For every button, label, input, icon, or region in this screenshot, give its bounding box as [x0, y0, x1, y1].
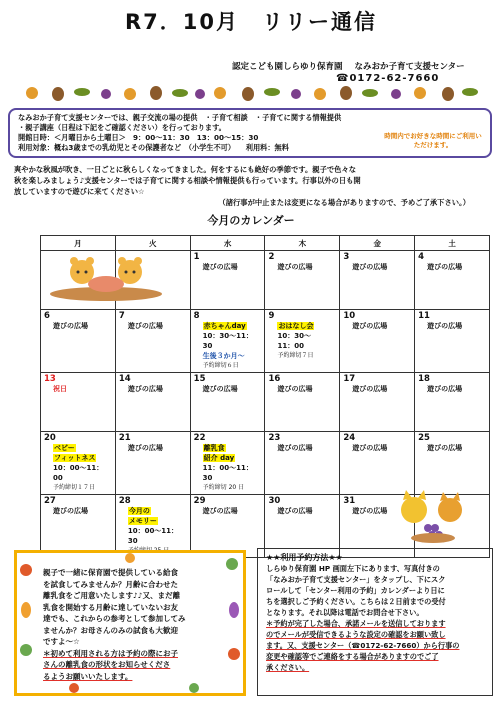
calendar-title: 今月のカレンダー — [207, 214, 295, 227]
day-number: 28 — [118, 496, 131, 506]
day-event-text: 祝日 — [53, 385, 67, 393]
weaning-food-note-line: さんの離乳食の形状をお知らせくださ — [43, 660, 171, 669]
info-line-1: なみおか子育て支援センターでは、親子交流の場の提供 ・子育て相談 ・子育てに関する情報提供 — [18, 113, 342, 122]
day-number: 14 — [118, 374, 131, 384]
weaning-food-line: 離乳食をご用意いたします♪♪又、まだ離 — [43, 591, 181, 600]
day-event-text: 10：00～11：00 — [53, 464, 104, 482]
info-line-2: ・親子講座（日程は下記をご確認ください）を行っております。 — [18, 123, 226, 132]
intro-line-2: 秋を楽しみましょう♪支援センターでは子育てに関する相談や情報提供も行っています。行事以外の日も開 — [14, 176, 361, 185]
info-note: 時間内でお好きな時間にご利用いただけます。 — [384, 132, 482, 149]
day-event-text: 生後３か月～ — [202, 352, 245, 360]
calendar-day-cell — [265, 373, 340, 432]
event-name-highlight: メモリー — [128, 517, 157, 525]
day-number: 25 — [418, 433, 430, 443]
calendar-day-cell — [41, 432, 116, 495]
day-number: 22 — [193, 433, 206, 443]
day-event-text: 遊びの広場 — [352, 322, 388, 330]
day-event-text: 遊びの広場 — [277, 385, 313, 393]
day-number: 17 — [343, 374, 356, 384]
calendar-day-cell — [190, 310, 265, 373]
calendar-day-cell — [190, 495, 265, 558]
event-name-highlight: フィットネス — [54, 454, 96, 462]
weaning-food-line: ですよ～☆ — [43, 637, 80, 646]
intro-text — [14, 164, 490, 208]
calendar-day-cell — [265, 251, 340, 310]
event-name-highlight: ベビー — [54, 444, 75, 452]
event-name-highlight: 赤ちゃんday — [203, 322, 246, 330]
day-number: 20 — [44, 433, 56, 443]
bears-picnic-illustration — [46, 250, 166, 302]
reservation-line: となります。それ以降は電話でお問合せ下さい。 — [266, 608, 424, 617]
day-event-text — [119, 516, 187, 526]
day-number: 1 — [193, 252, 200, 262]
day-number: 16 — [268, 374, 281, 384]
calendar-day-cell — [190, 251, 265, 310]
day-event-text: 遊びの広場 — [427, 385, 463, 393]
day-number: 23 — [268, 433, 281, 443]
day-event-text: 遊びの広場 — [427, 322, 463, 330]
day-event-text: 10：30～11：30 — [202, 332, 253, 350]
day-event-text: 遊びの広場 — [202, 507, 238, 515]
calendar-day-cell — [415, 432, 490, 495]
weaning-food-note-line: ＊初めて利用される方は予約の際にお子 — [43, 648, 178, 658]
phone-number: ☎0172-62-7660 — [336, 73, 440, 84]
weekday-sat: 土 — [415, 236, 490, 251]
day-event-text: 遊びの広場 — [427, 444, 463, 452]
day-event-text: 予約締切１７日 — [53, 484, 96, 491]
reservation-tail-line: 変更や確認等でご連絡をする場合がありますのでご了 — [266, 652, 439, 661]
autumn-decoration-border — [20, 82, 482, 104]
calendar-day-cell — [415, 251, 490, 310]
reservation-tail-line: 承ください。 — [266, 663, 310, 672]
day-event-text: 遊びの広場 — [127, 385, 163, 393]
day-number: 7 — [118, 311, 125, 321]
day-event-text: 遊びの広場 — [277, 263, 313, 271]
reservation-note-line: ＊予約が完了した場合、承諾メールを送信しております — [266, 619, 446, 628]
calendar-day-cell — [41, 310, 116, 373]
calendar-day-cell — [41, 373, 116, 432]
day-event-text — [194, 443, 262, 453]
day-event-text — [119, 506, 187, 516]
calendar-day-cell — [190, 373, 265, 432]
day-event-text: 遊びの広場 — [202, 385, 238, 393]
day-number: 10 — [343, 311, 356, 321]
day-number: 30 — [268, 496, 281, 506]
calendar-day-cell — [115, 432, 190, 495]
calendar-header-row — [41, 236, 490, 251]
intro-line-4: （諸行事が中止または変更になる場合がありますので、予めご了承下さい。） — [218, 198, 470, 207]
intro-line-3: 放していますので遊びに来てください☆ — [14, 187, 145, 196]
day-event-text: 遊びの広場 — [53, 322, 88, 330]
event-name-highlight: 紹介 day — [203, 454, 235, 462]
calendar-day-cell — [265, 432, 340, 495]
day-event-text: 遊びの広場 — [352, 385, 388, 393]
weaning-food-text — [43, 567, 225, 648]
day-event-text: 予約締切７日 — [277, 352, 314, 359]
weaning-food-line: ませんか？お母さんのみの試食も大歓迎 — [43, 625, 178, 635]
calendar-day-cell — [115, 373, 190, 432]
reservation-note-line: ます。又、支援センター（☎0172-62-7660）から行事の — [266, 641, 460, 650]
day-event-text: 11：00～11：30 — [202, 464, 253, 482]
day-number: 15 — [193, 374, 206, 384]
weaning-food-line: 乳食を開始する月齢に達していないお友 — [43, 602, 178, 612]
reservation-note — [266, 618, 484, 651]
weaning-food-box — [14, 550, 246, 696]
weekday-thu: 木 — [265, 236, 340, 251]
newsletter-title: R7．10月 リリー通信 — [124, 10, 377, 34]
day-event-text: 遊びの広場 — [53, 507, 88, 515]
calendar-week-row — [41, 310, 490, 373]
event-name-highlight: 離乳食 — [203, 444, 225, 452]
day-number: 8 — [193, 311, 200, 321]
event-name-highlight: 今月の — [128, 507, 150, 515]
day-event-text: 10：00～11：30 — [127, 527, 179, 545]
weekday-mon: 月 — [41, 236, 116, 251]
nursery-name: 認定こども園しらゆり保育園 — [232, 62, 343, 72]
calendar-day-cell — [340, 251, 415, 310]
calendar-day-cell — [340, 373, 415, 432]
center-name: なみおか子育て支援センター — [354, 62, 465, 72]
calendar-week-row — [41, 432, 490, 495]
day-number: 27 — [44, 496, 56, 506]
day-event-text: 遊びの広場 — [202, 263, 238, 271]
day-event-text — [44, 453, 112, 463]
day-number: 11 — [418, 311, 430, 321]
calendar-day-cell — [115, 310, 190, 373]
day-number: 21 — [118, 433, 131, 443]
day-event-text: 遊びの広場 — [427, 263, 463, 271]
day-event-text — [44, 443, 112, 453]
calendar-day-cell — [340, 310, 415, 373]
weekday-wed: 水 — [190, 236, 265, 251]
day-event-text: 11：00 — [277, 342, 304, 350]
day-number: 24 — [343, 433, 356, 443]
calendar-week-row — [41, 373, 490, 432]
center-info-box — [8, 108, 492, 158]
reservation-method-box — [257, 548, 493, 696]
day-event-text: 遊びの広場 — [352, 263, 388, 271]
weekday-tue: 火 — [115, 236, 190, 251]
organization-name — [232, 60, 465, 72]
day-event-text: 遊びの広場 — [127, 322, 163, 330]
day-event-text — [194, 453, 262, 463]
calendar-day-cell — [190, 432, 265, 495]
day-event-text: 予約締切 20 日 — [202, 484, 245, 491]
day-event-text — [268, 321, 336, 331]
day-number: 29 — [193, 496, 206, 506]
day-event-text — [194, 321, 262, 331]
day-event-text: 遊びの広場 — [352, 444, 388, 452]
reservation-line: しらゆり保育園 HP 画面左下にあります、写真付きの — [266, 564, 440, 573]
weaning-food-line: を試食してみませんか？月齢に合わせた — [43, 579, 178, 589]
cats-grapes-illustration — [388, 488, 478, 544]
weaning-food-note — [43, 648, 225, 683]
calendar-day-cell — [41, 495, 116, 558]
calendar-day-cell — [340, 432, 415, 495]
day-number: 6 — [44, 311, 50, 321]
calendar-day-cell — [115, 495, 190, 558]
day-number: 31 — [343, 496, 356, 506]
info-line-3: 開館日時：＜月曜日から土曜日＞ 9：00～11：30 13：00～15：30 — [18, 133, 259, 142]
day-number: 2 — [268, 252, 275, 262]
event-name-highlight: おはなし会 — [278, 322, 314, 330]
day-number: 4 — [418, 252, 425, 262]
day-event-text: 遊びの広場 — [352, 507, 388, 515]
day-number: 18 — [418, 374, 430, 384]
reservation-line: 「なみおか子育て支援センター」をタップし、下にスク — [266, 575, 446, 584]
calendar-day-cell — [265, 310, 340, 373]
day-event-text: 10：30～ — [277, 332, 311, 340]
reservation-title: ★★利用予約方法★★ — [266, 553, 343, 562]
reservation-note-line: のでメールが受信できるような設定の確認をお願い致し — [266, 630, 446, 639]
day-event-text: 遊びの広場 — [127, 444, 163, 452]
calendar-day-cell — [415, 310, 490, 373]
day-event-text: 遊びの広場 — [277, 507, 313, 515]
weaning-food-note-line: るようお願いいたします。 — [43, 671, 133, 681]
weaning-food-line: 親子で一緒に保育園で提供している給食 — [43, 568, 178, 577]
reservation-note-tail — [266, 651, 484, 673]
weekday-fri: 金 — [340, 236, 415, 251]
day-event-text: 遊びの広場 — [277, 444, 313, 452]
intro-line-1: 爽やかな秋風が吹き、一日ごとに秋らしくなってきました。何をするにも絶好の季節です。親子で色々な — [14, 165, 357, 174]
calendar-day-cell — [415, 373, 490, 432]
reservation-line: ちを選択しご予約ください。こちらは２日前までの受付 — [266, 597, 446, 606]
day-number: 13 — [44, 374, 56, 384]
weaning-food-line: 達でも、これからの参考として参加してみ — [43, 614, 186, 623]
day-number: 3 — [343, 252, 350, 262]
info-line-4: 利用対象：概ね3歳までの乳幼児とその保護者など （小学生不可） 利用料：無料 — [18, 143, 289, 152]
reservation-line: ロールして「センター利用の予約」カレンダーより日に — [266, 586, 445, 595]
day-number: 9 — [268, 311, 275, 321]
day-event-text: 予約締切６日 — [202, 362, 239, 369]
reservation-text — [266, 563, 484, 618]
